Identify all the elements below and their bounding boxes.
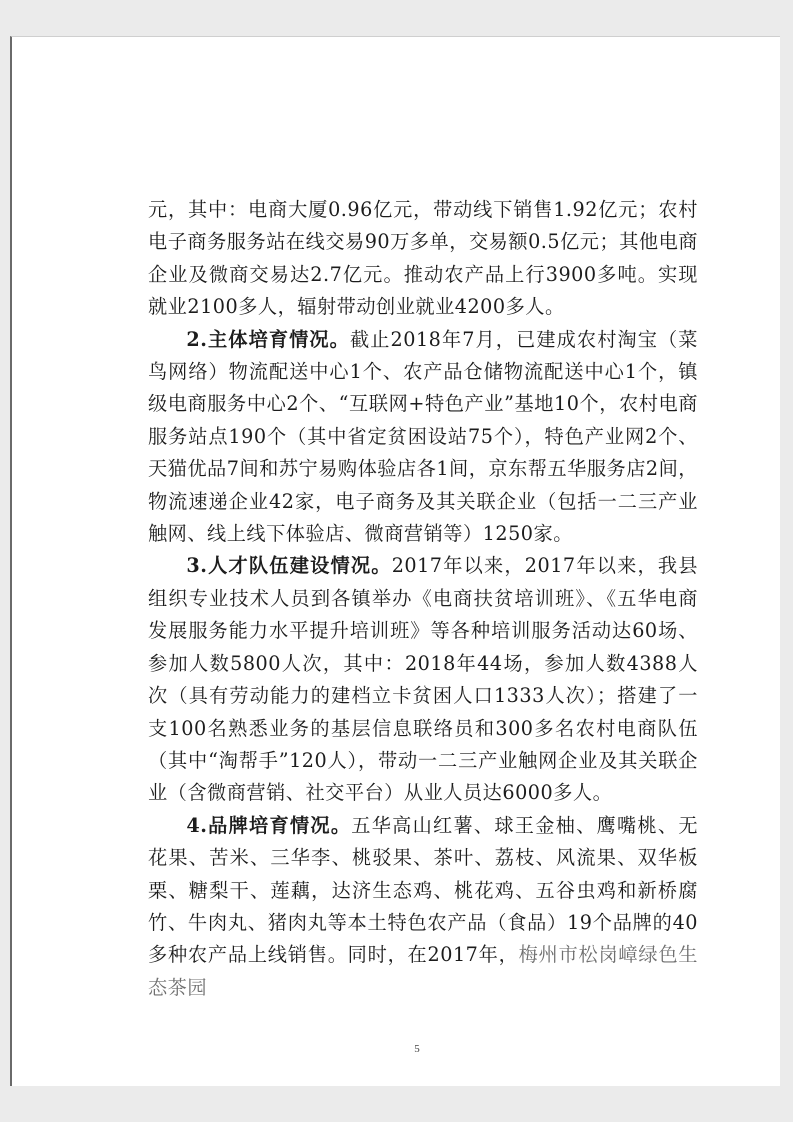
paragraph-3 xyxy=(148,550,698,809)
paragraph-4-text: 五华高山红薯、球王金柚、鹰嘴桃、无花果、苦米、三华李、桃驳果、茶叶、荔枝、风流果、双华板栗、糖梨干、莲藕，达济生态鸡、桃花鸡、五谷虫鸡和新桥腐竹、牛肉丸、猪肉丸等本土特色农产品（食品）19个品牌的40多种农产品上线销售。同时，在2017年， xyxy=(148,813,699,967)
paragraph-4 xyxy=(148,810,698,1004)
paragraph-2-heading: 2.主体培育情况。 xyxy=(186,327,350,351)
paragraph-2-text: 截止2018年7月，已建成农村淘宝（菜鸟网络）物流配送中心1个、农产品仓储物流配送中心1个，镇级电商服务中心2个、“互联网+特色产业”基地10个，农村电商服务站点190个（其中省定贫困设站75个），特色产业网2个、天猫优品7间和苏宁易购体验店各1间，京东帮五华服务店2间，物流速递企业42家，电子商务及其关联企业（包括一二三产业触网、线上线下体验店、微商营销等）1250家。 xyxy=(148,327,698,546)
paragraph-3-text: 2017年以来，2017年以来，我县组织专业技术人员到各镇举办《电商扶贫培训班》、《五华电商发展服务能力水平提升培训班》等各种培训服务活动达60场、参加人数5800人次，其中：2018年44场，参加人数4388人次（具有劳动能力的建档立卡贫困人口1333人次）；搭建了一支100名熟悉业务的基层信息联络员和300多名农村电商队伍（其中“淘帮手”120人），带动一二三产业触网企业及其关联企业（含微商营销、社交平台）从业人员达6000多人。 xyxy=(148,554,698,805)
paragraph-1 xyxy=(148,194,698,324)
paragraph-3-heading: 3.人才队伍建设情况。 xyxy=(186,554,392,578)
paragraph-2 xyxy=(148,324,698,551)
body-text xyxy=(148,194,698,1004)
document-page xyxy=(10,36,780,1086)
paragraph-4-heading: 4.品牌培育情况。 xyxy=(186,813,352,837)
paragraph-4-faded-text: 梅州市松岗嶂绿色生态茶园 xyxy=(148,943,698,999)
page-number: 5 xyxy=(414,1043,420,1055)
paragraph-1-text: 元，其中：电商大厦0.96亿元，带动线下销售1.92亿元；农村电子商务服务站在线交易90万多单，交易额0.5亿元；其他电商企业及微商交易达2.7亿元。推动农产品上行3900多吨。实现就业2100多人，辐射带动创业就业4200多人。 xyxy=(148,198,698,319)
